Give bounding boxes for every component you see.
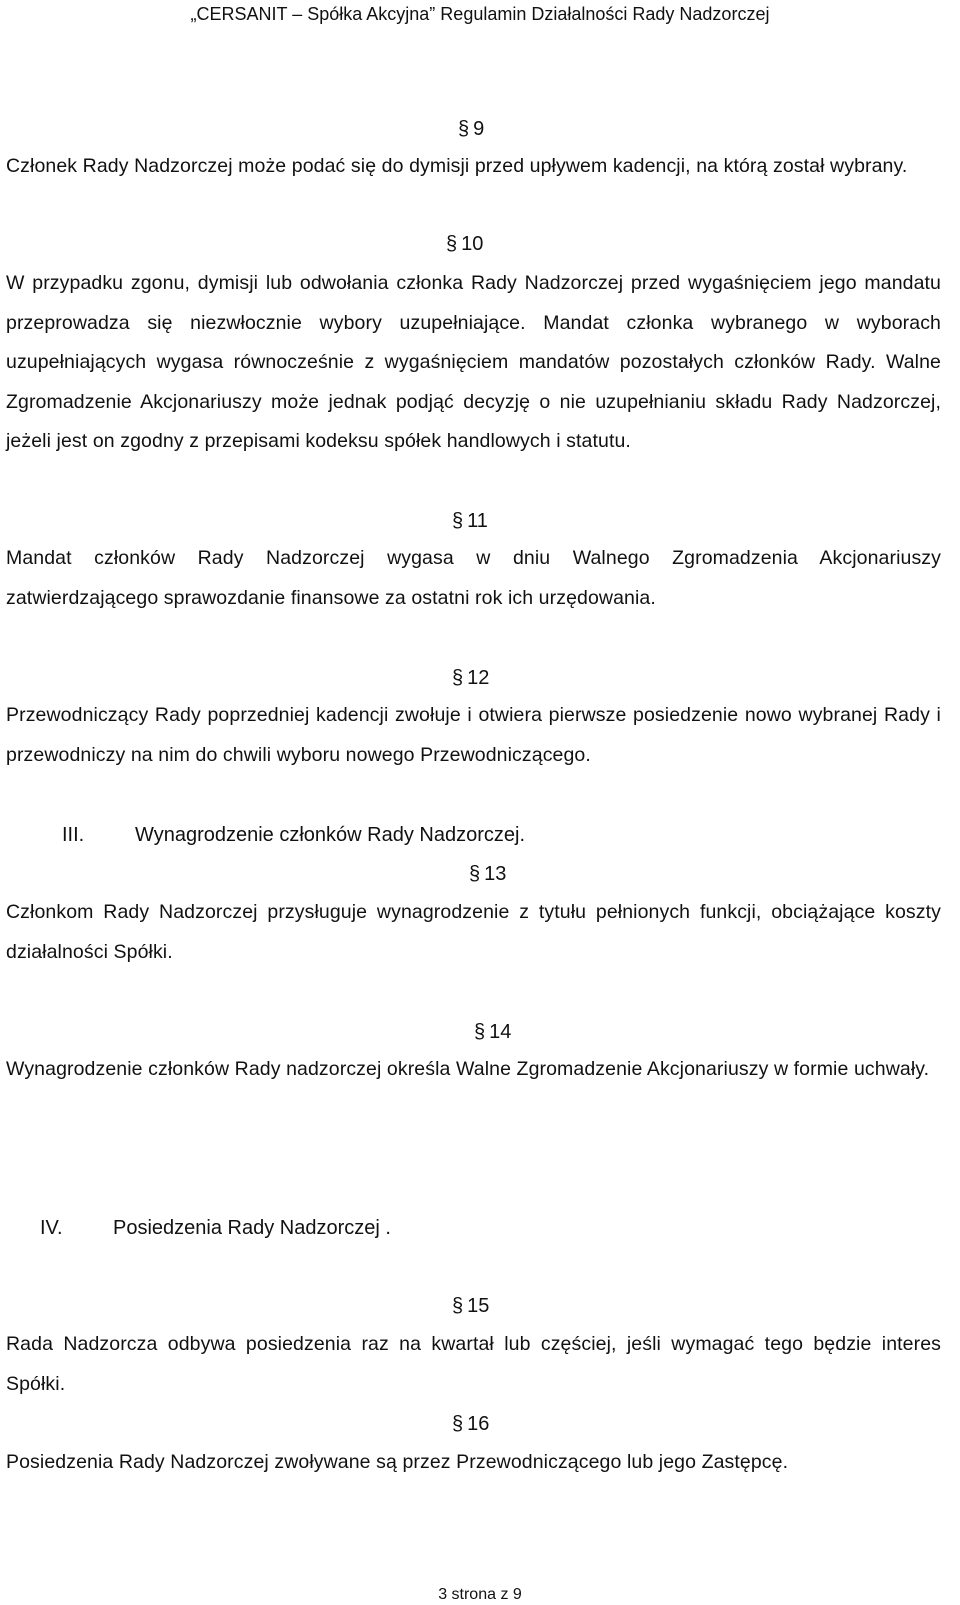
section-symbol: § xyxy=(458,118,470,140)
section-number: 11 xyxy=(467,510,488,532)
section-15-heading xyxy=(452,1292,489,1320)
section-12-heading xyxy=(452,664,489,692)
section-14-text: Wynagrodzenie członków Rady nadzorczej określa Walne Zgromadzenie Akcjonariuszy w formie uchwały. xyxy=(6,1058,930,1080)
section-16-text: Posiedzenia Rady Nadzorczej zwoływane są przez Przewodniczącego lub jego Zastępcę. xyxy=(6,1451,789,1473)
section-symbol: § xyxy=(452,1413,464,1435)
section-11-text: Mandat członków Rady Nadzorczej wygasa w dniu Walnego Zgromadzenia Akcjonariuszy zatwierdzającego sprawozdanie finansowe za ostatni rok ich urzędowania. xyxy=(6,547,941,609)
section-13-text: Członkom Rady Nadzorczej przysługuje wynagrodzenie z tytułu pełnionych funkcji, obciążające koszty działalności Spółki. xyxy=(6,901,941,963)
section-number: 14 xyxy=(489,1021,512,1043)
document-header: „CERSANIT – Spółka Akcyjna” Regulamin Działalności Rady Nadzorczej xyxy=(190,4,770,24)
section-15-text: Rada Nadzorcza odbywa posiedzenia raz na kwartał lub częściej, jeśli wymagać tego będzie interes Spółki. xyxy=(6,1333,941,1395)
section-10-heading xyxy=(446,230,483,258)
chapter-iii-heading xyxy=(62,821,525,849)
chapter-number: III. xyxy=(62,824,85,846)
section-number: 10 xyxy=(461,233,484,255)
section-14-heading xyxy=(474,1018,511,1046)
page-number: 3 strona z 9 xyxy=(438,1586,522,1603)
section-symbol: § xyxy=(452,1295,464,1317)
section-13-heading xyxy=(469,860,506,888)
section-16-heading xyxy=(452,1410,489,1438)
section-10-text: W przypadku zgonu, dymisji lub odwołania członka Rady Nadzorczej przed wygaśnięciem jego mandatu przeprowadza się niezwłocznie wybory uzupełniające. Mandat członka wybranego w wyborach uzupełniających wygasa równocześnie z wygaśnięciem mandatów pozostałych członków Rady. Walne Zgromadzenie Akcjonariuszy może jednak podjąć decyzję o nie uzupełnianiu składu Rady Nadzorczej, jeżeli jest on zgodny z przepisami kodeksu spółek handlowych i statutu. xyxy=(6,272,941,452)
section-symbol: § xyxy=(446,233,458,255)
section-symbol: § xyxy=(452,667,464,689)
section-symbol: § xyxy=(469,863,481,885)
section-number: 9 xyxy=(473,118,485,140)
section-number: 15 xyxy=(467,1295,490,1317)
section-11-heading xyxy=(452,507,488,535)
section-symbol: § xyxy=(474,1021,486,1043)
section-number: 13 xyxy=(484,863,507,885)
chapter-title: Posiedzenia Rady Nadzorczej . xyxy=(113,1217,391,1239)
section-number: 12 xyxy=(467,667,490,689)
section-9-heading xyxy=(458,115,484,143)
chapter-title: Wynagrodzenie członków Rady Nadzorczej. xyxy=(135,824,525,846)
section-9-text: Członek Rady Nadzorczej może podać się do dymisji przed upływem kadencji, na którą został wybrany. xyxy=(6,155,908,177)
chapter-number: IV. xyxy=(40,1217,63,1239)
chapter-iv-heading xyxy=(40,1214,391,1242)
section-12-text: Przewodniczący Rady poprzedniej kadencji zwołuje i otwiera pierwsze posiedzenie nowo wybranej Rady i przewodniczy na nim do chwili wyboru nowego Przewodniczącego. xyxy=(6,704,941,766)
section-symbol: § xyxy=(452,510,464,532)
section-number: 16 xyxy=(467,1413,490,1435)
